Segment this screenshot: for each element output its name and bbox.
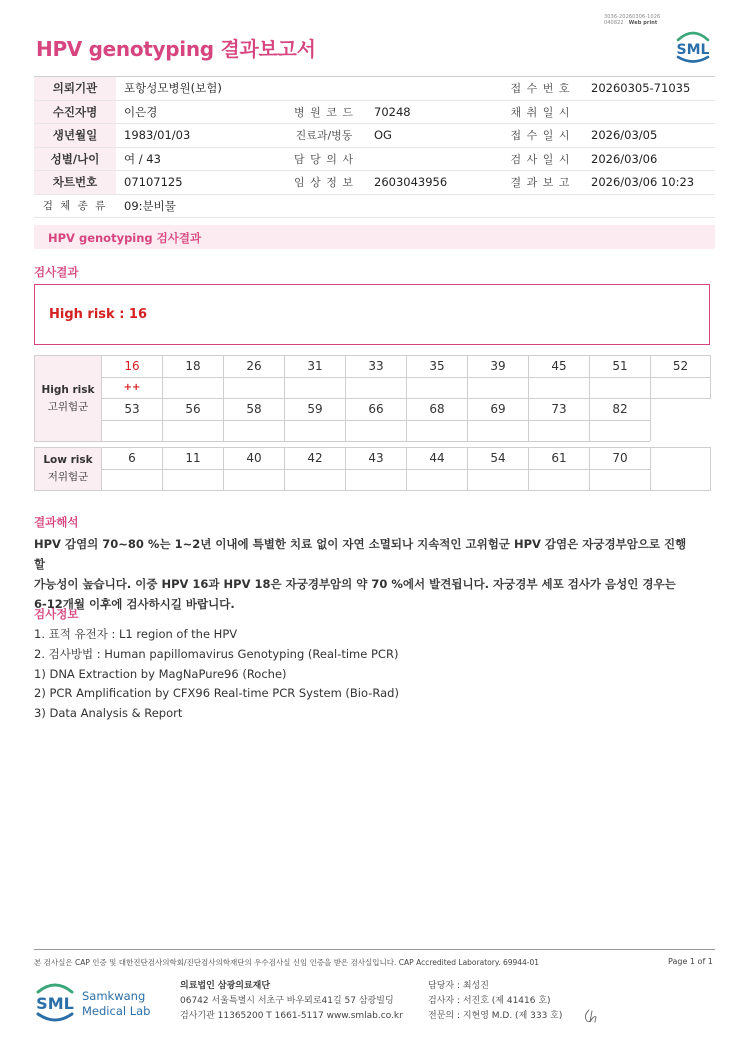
interpretation-line: 6-12개월 이후에 검사하시길 바랍니다. — [34, 597, 235, 611]
hpv-type-cell: 59 — [285, 399, 346, 421]
page-indicator: Page 1 of 1 — [668, 957, 713, 966]
hpv-result-cell — [468, 377, 529, 399]
samkwang-logo-sml: SML — [36, 994, 74, 1013]
high-risk-label-en: High risk — [41, 383, 95, 396]
hpv-type-cell: 40 — [224, 448, 285, 470]
info-label-report-date: 결 과 보 고 — [498, 171, 583, 195]
info-value-birth-date: 1983/01/03 — [116, 124, 282, 148]
hpv-type-cell: 66 — [346, 399, 407, 421]
accreditation-note: 본 검사실은 CAP 인증 및 대한진단검사의학회/진단검사의학재단의 우수검사실 신임 인증을 받은 검사실입니다. CAP Accredited Laboratory. 69944-01 — [34, 958, 540, 967]
hpv-type-cell: 52 — [651, 356, 711, 378]
info-label-receipt-number: 접 수 번 호 — [498, 77, 583, 101]
hpv-result-cell — [346, 377, 407, 399]
organization-info — [180, 979, 403, 1024]
samkwang-logo-line1: Samkwang — [82, 989, 146, 1003]
hpv-result-cell — [346, 420, 407, 442]
empty-cell — [651, 448, 711, 491]
info-value-specimen-type: 09:분비물 — [116, 194, 715, 218]
info-label-chart-number: 차트번호 — [34, 171, 116, 195]
info-value-report-date: 2026/03/06 10:23 — [583, 171, 715, 195]
info-label-clinical-info: 임 상 정 보 — [282, 171, 366, 195]
hpv-result-cell — [407, 469, 468, 491]
info-value-department: OG — [366, 124, 498, 148]
hpv-result-cell — [224, 420, 285, 442]
info-label-doctor: 담 당 의 사 — [282, 147, 366, 171]
low-risk-table — [34, 447, 711, 491]
print-code — [604, 14, 660, 26]
test-info-list — [34, 625, 399, 724]
hpv-result-cell — [285, 377, 346, 399]
hpv-type-cell: 18 — [163, 356, 224, 378]
info-label-collection-date: 채 취 일 시 — [498, 100, 583, 124]
hpv-result-cell — [468, 469, 529, 491]
low-risk-label — [35, 448, 102, 491]
hpv-result-cell — [285, 469, 346, 491]
low-risk-result-row — [35, 469, 711, 491]
hpv-result-cell — [651, 377, 711, 399]
staff-line: 전문의 : 지현영 M.D. (제 333 호) — [428, 1011, 563, 1021]
interpretation-text — [34, 534, 694, 614]
high-risk-label-ko: 고위험군 — [47, 400, 89, 413]
hpv-result-cell — [529, 469, 590, 491]
interpretation-line: 가능성이 높습니다. 이중 HPV 16과 HPV 18은 자궁경부암의 약 70 %에서 발견됩니다. 자궁경부 세포 검사가 음성인 경우는 — [34, 577, 676, 591]
info-value-test-date: 2026/03/06 — [583, 147, 715, 171]
hpv-result-cell — [163, 377, 224, 399]
result-summary-box — [34, 284, 710, 345]
hpv-type-cell: 54 — [468, 448, 529, 470]
info-label-patient-name: 수진자명 — [34, 100, 116, 124]
info-value-doctor — [366, 147, 498, 171]
test-info-title: 검사정보 — [34, 607, 79, 621]
org-address: 06742 서울특별시 서초구 바우뫼로41길 57 삼광빌딩 — [180, 996, 394, 1006]
high-risk-result-row-1 — [35, 377, 711, 399]
hpv-result-cell — [529, 377, 590, 399]
high-risk-table — [34, 355, 711, 442]
hpv-result-cell — [590, 377, 651, 399]
sml-logo-text: SML — [676, 42, 710, 58]
test-info-line: 2) PCR Amplification by CFX96 Real-time PCR System (Bio-Rad) — [34, 686, 399, 701]
interpretation-title: 결과해석 — [34, 515, 79, 529]
result-band — [34, 225, 715, 249]
hpv-result-cell — [224, 469, 285, 491]
print-code-line1: 3036-20260306-1026 — [604, 14, 661, 20]
hpv-type-cell: 70 — [590, 448, 651, 470]
hpv-result-cell — [163, 420, 224, 442]
info-label-receipt-date: 접 수 일 시 — [498, 124, 583, 148]
hpv-type-cell: 45 — [529, 356, 590, 378]
web-print-label: Web print — [628, 20, 658, 26]
hpv-type-cell: 53 — [102, 399, 163, 421]
info-label-specimen-type: 검 체 종 류 — [34, 194, 116, 218]
hpv-type-cell: 43 — [346, 448, 407, 470]
interpretation-line: HPV 감염의 70~80 %는 1~2년 이내에 특별한 치료 없이 자연 소멸되나 지속적인 고위험군 HPV 감염은 자궁경부암으로 진행할 — [34, 537, 687, 571]
org-name: 의료법인 삼광의료재단 — [180, 981, 271, 991]
hpv-type-cell: 33 — [346, 356, 407, 378]
info-value-receipt-number: 20260305-71035 — [583, 77, 715, 101]
hpv-result-cell — [407, 377, 468, 399]
high-risk-type-row-1 — [35, 356, 711, 378]
info-value-patient-name: 이은경 — [116, 100, 282, 124]
info-label-sex-age: 성별/나이 — [34, 147, 116, 171]
footer-divider — [34, 949, 715, 950]
hpv-result-cell — [163, 469, 224, 491]
info-label-hospital-code: 병 원 코 드 — [282, 100, 366, 124]
staff-info — [428, 979, 562, 1024]
hpv-type-cell: 35 — [407, 356, 468, 378]
signature-icon — [582, 1007, 602, 1025]
hpv-type-cell: 39 — [468, 356, 529, 378]
info-row — [34, 171, 715, 195]
info-value-hospital-code: 70248 — [366, 100, 498, 124]
info-value-requesting-institution: 포항성모병원(보험) — [116, 77, 498, 101]
high-risk-label — [35, 356, 102, 442]
hpv-result-cell — [285, 420, 346, 442]
hpv-result-cell — [529, 420, 590, 442]
hpv-type-cell: 58 — [224, 399, 285, 421]
info-row — [34, 124, 715, 148]
info-row — [34, 147, 715, 171]
low-risk-label-en: Low risk — [43, 454, 93, 466]
test-info-line: 1. 표적 유전자 : L1 region of the HPV — [34, 627, 238, 641]
document-title: HPV genotyping 결과보고서 — [36, 37, 316, 61]
test-info-line: 3) Data Analysis & Report — [34, 706, 183, 721]
test-info-line: 2. 검사방법 : Human papillomavirus Genotyping (Real-time PCR) — [34, 646, 399, 661]
hpv-type-cell: 6 — [102, 448, 163, 470]
info-label-requesting-institution: 의뢰기관 — [34, 77, 116, 101]
empty-cell — [651, 399, 711, 442]
hpv-result-cell — [102, 420, 163, 442]
hpv-result-cell — [590, 420, 651, 442]
test-info-line: 1) DNA Extraction by MagNaPure96 (Roche) — [34, 666, 287, 681]
info-value-chart-number: 07107125 — [116, 171, 282, 195]
hpv-type-cell: 56 — [163, 399, 224, 421]
high-risk-result-row-2 — [35, 420, 711, 442]
hpv-result-cell — [102, 469, 163, 491]
samkwang-logo-icon — [34, 978, 154, 1026]
result-section-title: 검사결과 — [34, 265, 79, 279]
high-risk-type-row-2 — [35, 399, 711, 421]
hpv-type-cell: 51 — [590, 356, 651, 378]
samkwang-logo-line2: Medical Lab — [82, 1004, 151, 1018]
staff-line: 담당자 : 최성진 — [428, 981, 489, 991]
result-band-title: HPV genotyping 검사결과 — [48, 231, 202, 245]
patient-info-table — [34, 76, 715, 218]
hpv-result-cell — [346, 469, 407, 491]
hpv-result-cell — [590, 469, 651, 491]
hpv-type-cell: 68 — [407, 399, 468, 421]
hpv-result-cell: ++ — [102, 377, 163, 399]
hpv-type-cell: 44 — [407, 448, 468, 470]
hpv-result-cell — [468, 420, 529, 442]
low-risk-type-row — [35, 448, 711, 470]
hpv-result-cell — [224, 377, 285, 399]
info-value-sex-age: 여 / 43 — [116, 147, 282, 171]
hpv-result-cell — [407, 420, 468, 442]
info-row — [34, 194, 715, 218]
hpv-type-cell: 61 — [529, 448, 590, 470]
hpv-type-cell: 11 — [163, 448, 224, 470]
hpv-type-cell: 26 — [224, 356, 285, 378]
info-row — [34, 77, 715, 101]
print-code-line2: 040822 — [604, 20, 624, 26]
hpv-type-cell: 73 — [529, 399, 590, 421]
hpv-type-cell: 42 — [285, 448, 346, 470]
info-row — [34, 100, 715, 124]
info-value-clinical-info: 2603043956 — [366, 171, 498, 195]
hpv-type-cell: 31 — [285, 356, 346, 378]
hpv-type-cell: 69 — [468, 399, 529, 421]
result-summary-text: High risk : 16 — [49, 307, 148, 322]
info-label-department: 진료과/병동 — [282, 124, 366, 148]
hpv-type-cell: 16 — [102, 356, 163, 378]
info-label-birth-date: 생년월일 — [34, 124, 116, 148]
hpv-type-cell: 82 — [590, 399, 651, 421]
info-value-collection-date — [583, 100, 715, 124]
info-label-test-date: 검 사 일 시 — [498, 147, 583, 171]
org-contact: 검사기관 11365200 T 1661-5117 www.smlab.co.kr — [180, 1011, 403, 1021]
staff-line: 검사자 : 서진호 (제 41416 호) — [428, 996, 551, 1006]
low-risk-label-ko: 저위험군 — [47, 471, 89, 483]
info-value-receipt-date: 2026/03/05 — [583, 124, 715, 148]
sml-logo-icon — [670, 24, 716, 66]
